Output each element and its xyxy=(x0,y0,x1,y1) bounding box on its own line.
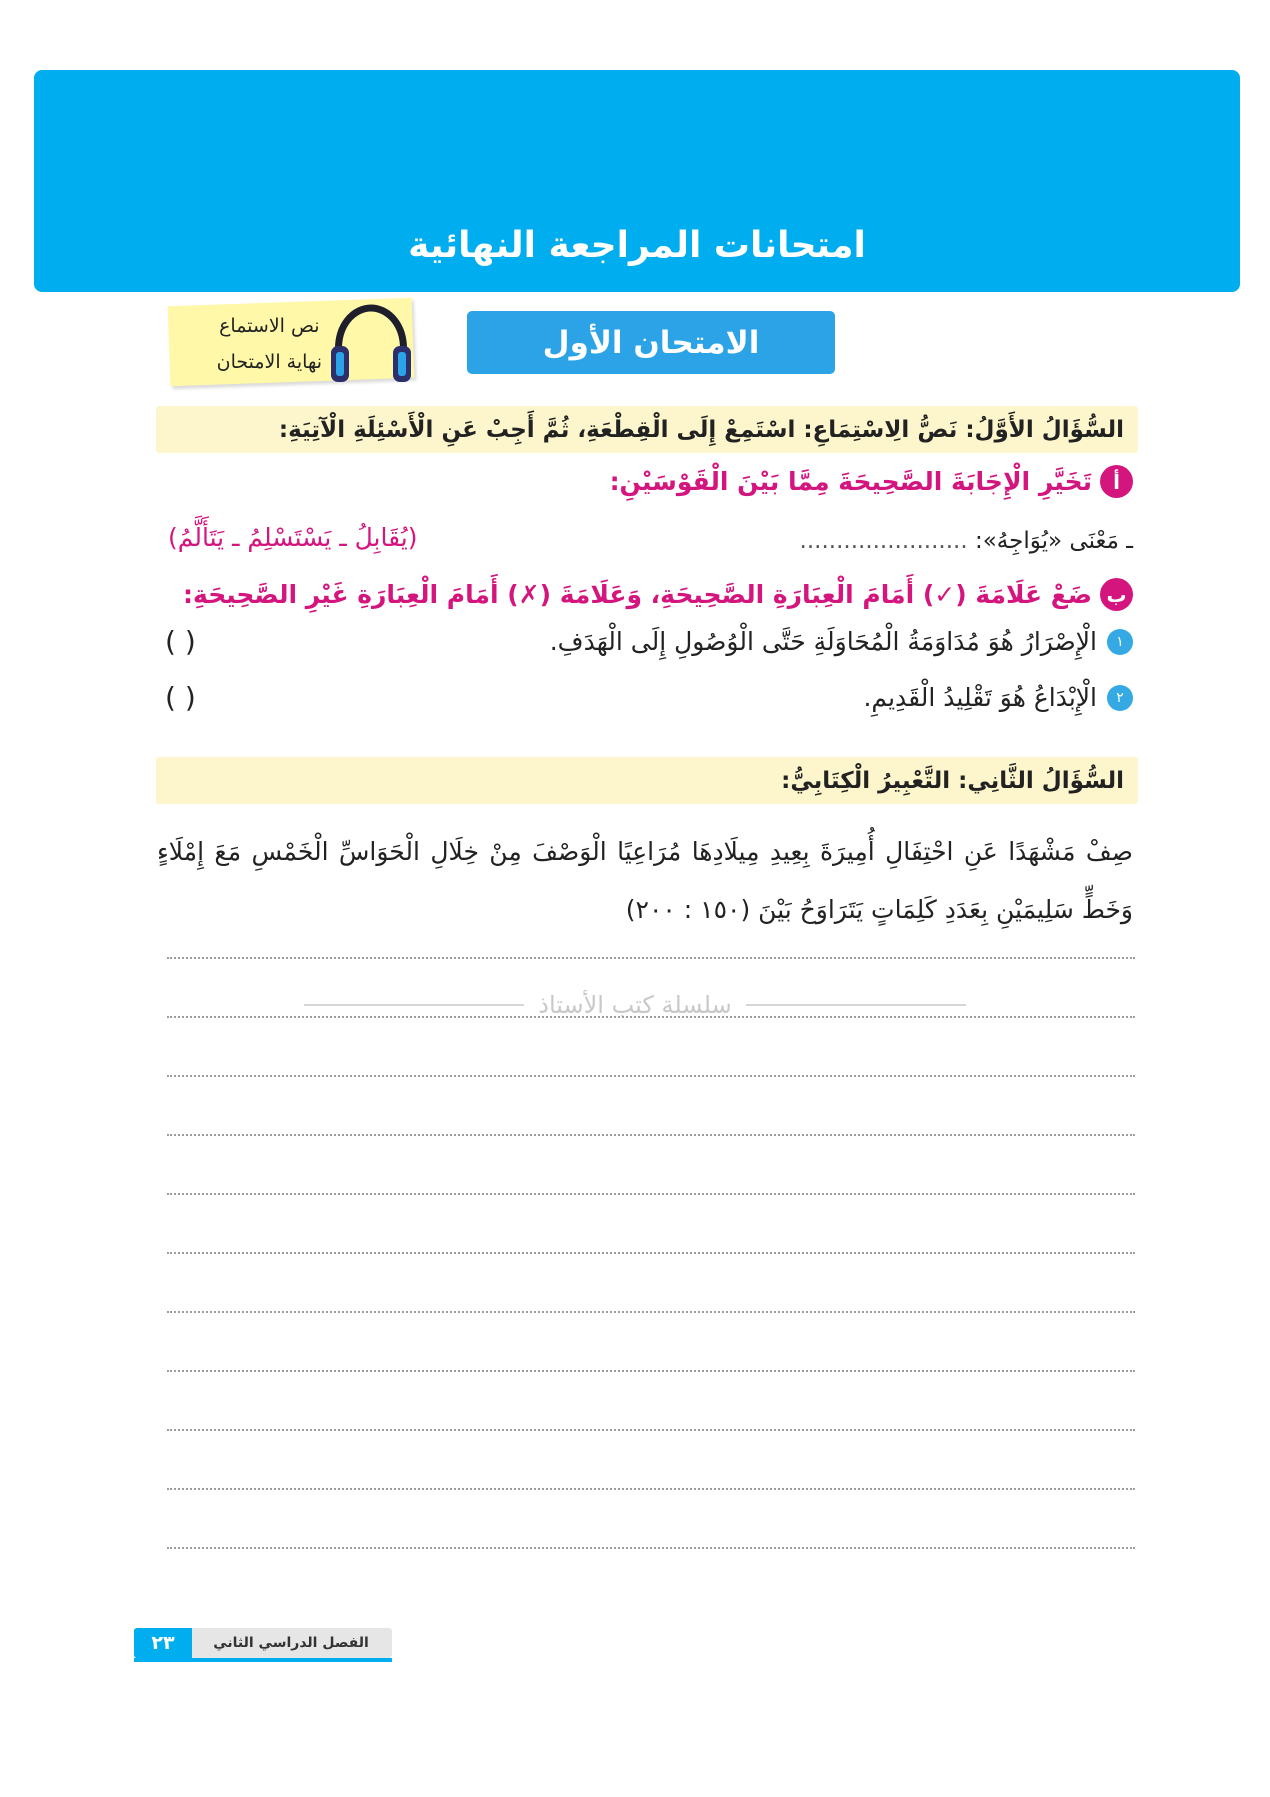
writing-prompt: صِفْ مَشْهَدًا عَنِ احْتِفَالِ أُمِيرَةَ بِعِيدِ مِيلَادِهَا مُرَاعِيًا الْوَصْفَ مِنْ خِلَالِ الْحَوَاسِّ الْخَمْسِ مَعَ إِمْلَاءٍ وَخَطٍّ سَلِيمَيْنِ بِعَدَدِ كَلِمَاتٍ يَتَرَاوَحُ بَيْنَ (١٥٠ : ٢٠٠) xyxy=(157,837,1133,924)
answer-line[interactable] xyxy=(167,1311,1135,1313)
question-1-title: السُّؤَالُ الأَوَّلُ: نَصُّ الِاسْتِمَاعِ: اسْتَمِعْ إِلَى الْقِطْعَةِ، ثُمَّ أَجِبْ عَنِ الْأَسْئِلَةِ الْآتِيَةِ: xyxy=(156,406,1138,453)
meaning-question: ـ مَعْنَى «يُوَاجِهُ»: xyxy=(974,528,1133,554)
header-banner xyxy=(34,70,1240,292)
page-footer xyxy=(134,1628,392,1658)
question-2-title: السُّؤَالُ الثَّانِي: التَّعْبِيرُ الْكِتَابِيُّ: xyxy=(156,757,1138,804)
answer-brackets[interactable]: ( ) xyxy=(165,625,196,658)
meaning-item xyxy=(800,528,1133,554)
answer-line[interactable] xyxy=(167,1547,1135,1549)
statement-text: الْإِبْدَاعُ هُوَ تَقْلِيدُ الْقَدِيمِ. xyxy=(863,683,1097,712)
answer-line[interactable] xyxy=(167,1370,1135,1372)
answer-lines[interactable] xyxy=(167,957,1135,1606)
statement-2 xyxy=(863,683,1133,712)
footer-underline xyxy=(134,1658,392,1662)
answer-line[interactable] xyxy=(167,1016,1135,1018)
listening-note-line1: نص الاستماع xyxy=(219,315,320,337)
part-a-heading xyxy=(610,465,1133,498)
answer-line[interactable] xyxy=(167,1193,1135,1195)
answer-line[interactable] xyxy=(167,957,1135,959)
answer-line[interactable] xyxy=(167,1252,1135,1254)
answer-line[interactable] xyxy=(167,1134,1135,1136)
answer-line[interactable] xyxy=(167,1488,1135,1490)
semester-label: الفصل الدراسي الثاني xyxy=(190,1628,392,1658)
page-number: ٢٣ xyxy=(134,1628,192,1658)
answer-line[interactable] xyxy=(167,1429,1135,1431)
part-b-letter: ب xyxy=(1100,578,1133,611)
listening-note-text xyxy=(217,308,322,380)
statement-number: ٢ xyxy=(1107,685,1133,711)
exam-title: الامتحان الأول xyxy=(467,311,835,374)
part-b-heading xyxy=(183,578,1133,611)
part-b-instruction: ضَعْ عَلَامَةَ (✓) أَمَامَ الْعِبَارَةِ الصَّحِيحَةِ، وَعَلَامَةَ (✗) أَمَامَ الْعِبَارَةِ غَيْرِ الصَّحِيحَةِ: xyxy=(183,580,1092,609)
statement-number: ١ xyxy=(1107,629,1133,655)
watermark-text: سلسلة كتب الأستاذ xyxy=(538,991,732,1019)
answer-line[interactable] xyxy=(167,1075,1135,1077)
page-title: امتحانات المراجعة النهائية xyxy=(408,225,866,266)
headphones-icon xyxy=(325,302,417,388)
part-a-instruction: تَخَيَّرِ الْإِجَابَةَ الصَّحِيحَةَ مِمَّا بَيْنَ الْقَوْسَيْنِ: xyxy=(609,467,1092,496)
listening-badge xyxy=(167,300,422,388)
statement-text: الْإِصْرَارُ هُوَ مُدَاوَمَةُ الْمُحَاوَلَةِ حَتَّى الْوُصُولِ إِلَى الْهَدَفِ. xyxy=(549,627,1097,656)
answer-blank[interactable]: ....................... xyxy=(799,528,968,554)
part-a-letter: أ xyxy=(1100,465,1133,498)
answer-brackets[interactable]: ( ) xyxy=(165,681,196,714)
listening-note-line2: نهاية الامتحان xyxy=(216,351,322,373)
answer-choices: (يُقَابِلُ ـ يَسْتَسْلِمُ ـ يَتَأَلَّمُ) xyxy=(168,523,418,552)
statement-1 xyxy=(550,627,1133,656)
